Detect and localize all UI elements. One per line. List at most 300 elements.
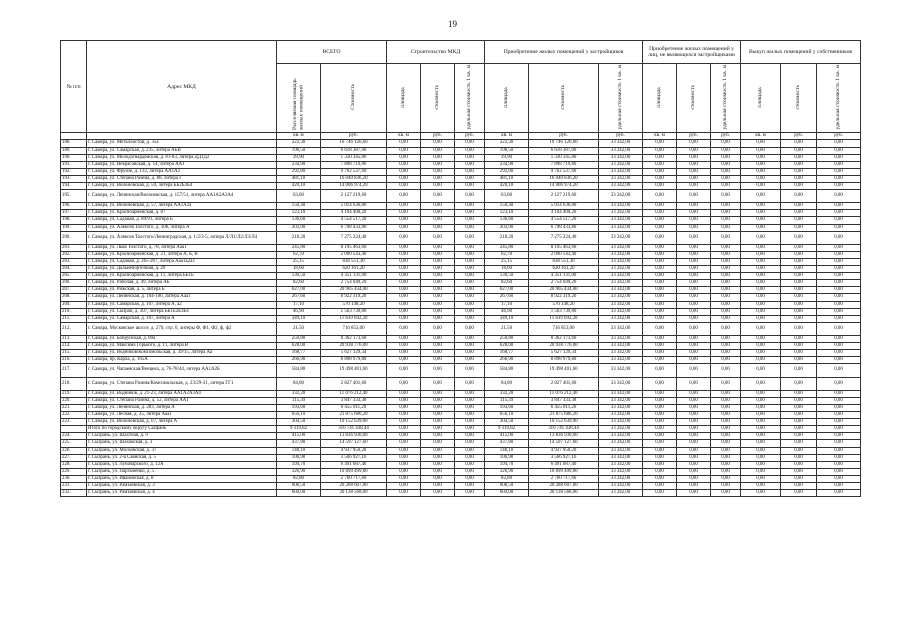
table-row bbox=[61, 475, 861, 482]
row-address: г. Самара, ул. Вилоновская, д. 59, литера ББ2Б3Б4 bbox=[87, 182, 277, 189]
row-value: 0,00 bbox=[711, 419, 741, 426]
row-value: 0,00 bbox=[741, 244, 781, 251]
table-row bbox=[61, 404, 861, 411]
row-value: 0,00 bbox=[455, 154, 485, 161]
row-value: 604,00 bbox=[277, 490, 321, 497]
row-value: 0,00 bbox=[643, 364, 677, 377]
table-row bbox=[61, 357, 861, 364]
row-value: 33 342,00 bbox=[599, 266, 643, 273]
row-value: 0,00 bbox=[643, 287, 677, 294]
row-value: 0,00 bbox=[643, 483, 677, 490]
row-value: 63,80 bbox=[277, 190, 321, 203]
header-area-g4-label: площадь bbox=[757, 86, 764, 108]
row-value: 0,00 bbox=[711, 168, 741, 175]
row-value: 0,00 bbox=[711, 483, 741, 490]
table-row bbox=[61, 259, 861, 266]
row-value: 0,00 bbox=[781, 322, 817, 335]
row-value: 0,00 bbox=[711, 357, 741, 364]
row-value: 2 760 717,60 bbox=[321, 475, 387, 482]
row-value: 0,00 bbox=[817, 266, 861, 273]
row-value: 0,00 bbox=[741, 490, 781, 497]
row-value: 33 342,00 bbox=[599, 231, 643, 244]
row-value: 0,00 bbox=[711, 322, 741, 335]
row-value: 6 618 387,00 bbox=[529, 147, 599, 154]
row-value: 0,00 bbox=[387, 175, 421, 182]
row-value: 33 342,00 bbox=[599, 244, 643, 251]
row-address: г. Самара, ул. Алексея Толстого, д. 106, литера А bbox=[87, 224, 277, 231]
table-row bbox=[61, 315, 861, 322]
row-value: 62,70 bbox=[485, 251, 529, 258]
row-address: г. Самара, Московское шоссе, д. 270, стр. 6, литеры Ф, Ф1, Ф2, ф, ф2 bbox=[87, 322, 277, 335]
row-value: 0,00 bbox=[421, 259, 455, 266]
row-value: 33 342,00 bbox=[599, 357, 643, 364]
table-row bbox=[61, 322, 861, 335]
row-value: 0,00 bbox=[677, 468, 711, 475]
row-value: 0,00 bbox=[643, 147, 677, 154]
row-number: 226. bbox=[61, 447, 87, 454]
row-value: 16 040 836,20 bbox=[321, 175, 387, 182]
row-value: 0,00 bbox=[781, 294, 817, 301]
row-value: 0,00 bbox=[421, 308, 455, 315]
row-value: 0,00 bbox=[643, 336, 677, 343]
row-value: 0,00 bbox=[817, 251, 861, 258]
row-value: 33 342,00 bbox=[599, 350, 643, 357]
row-value: 627,00 bbox=[485, 287, 529, 294]
row-address: г. Самара, ул. Водников, д. 21-23, литера АА1А2А3А4 bbox=[87, 390, 277, 397]
row-value: 0,00 bbox=[817, 224, 861, 231]
row-number: 199. bbox=[61, 224, 87, 231]
row-value: 0,00 bbox=[781, 468, 817, 475]
header-unit-cost-g2 bbox=[599, 64, 643, 133]
row-value: 14 006 974,20 bbox=[321, 182, 387, 189]
row-value: 11 076 212,40 bbox=[529, 390, 599, 397]
row-value: 332,20 bbox=[485, 390, 529, 397]
row-value: 0,00 bbox=[643, 433, 677, 440]
row-value: 0,00 bbox=[455, 273, 485, 280]
row-value: 0,00 bbox=[741, 190, 781, 203]
row-value: 608,50 bbox=[485, 483, 529, 490]
header-cost-g4 bbox=[781, 64, 817, 133]
row-value: 150,40 bbox=[277, 203, 321, 210]
row-value: 0,00 bbox=[817, 203, 861, 210]
row-value: 9 762 537,60 bbox=[321, 168, 387, 175]
row-value: 0,00 bbox=[677, 454, 711, 461]
row-number: 188. bbox=[61, 140, 87, 147]
row-value: 326,90 bbox=[277, 468, 321, 475]
row-address: г. Сызрань, ул. 2-я Саянская, д. 5 bbox=[87, 454, 277, 461]
row-value: 0,00 bbox=[421, 273, 455, 280]
row-value: 0,00 bbox=[781, 412, 817, 419]
row-value: 4 351 131,00 bbox=[529, 273, 599, 280]
row-value: 0,00 bbox=[643, 182, 677, 189]
row-value: 0,00 bbox=[741, 419, 781, 426]
row-value: 0,00 bbox=[817, 231, 861, 244]
row-value: 0,00 bbox=[387, 259, 421, 266]
row-value: 0,00 bbox=[677, 273, 711, 280]
row-value: 0,00 bbox=[741, 447, 781, 454]
row-value: 0,00 bbox=[643, 308, 677, 315]
row-value: 0,00 bbox=[781, 454, 817, 461]
row-value: 0,00 bbox=[817, 433, 861, 440]
row-value: 0,00 bbox=[643, 190, 677, 203]
row-value: 0,00 bbox=[677, 161, 711, 168]
row-value: 0,00 bbox=[421, 224, 455, 231]
row-value: 349,10 bbox=[485, 315, 529, 322]
row-value: 0,00 bbox=[741, 404, 781, 411]
row-value: 0,00 bbox=[421, 190, 455, 203]
row-value: 437,80 bbox=[485, 440, 529, 447]
row-value: 0,00 bbox=[677, 397, 711, 404]
row-value: 0,00 bbox=[421, 468, 455, 475]
row-value: 0,00 bbox=[421, 203, 455, 210]
row-value: 0,00 bbox=[421, 244, 455, 251]
row-value: 0,00 bbox=[781, 203, 817, 210]
row-value: 0,00 bbox=[741, 322, 781, 335]
row-value: 437,80 bbox=[277, 440, 321, 447]
unit-label: руб. bbox=[529, 133, 599, 140]
row-value: 33 342,00 bbox=[599, 294, 643, 301]
row-value: 0,00 bbox=[387, 294, 421, 301]
row-value: 838 551,30 bbox=[529, 259, 599, 266]
row-address: Итого по городскому округу Сызрань bbox=[87, 426, 277, 433]
row-value: 0,00 bbox=[677, 404, 711, 411]
row-value: 0,00 bbox=[387, 217, 421, 224]
row-value: 3 847 333,38 bbox=[529, 397, 599, 404]
table-row bbox=[61, 147, 861, 154]
row-value: 0,00 bbox=[711, 224, 741, 231]
row-value: 0,00 bbox=[387, 322, 421, 335]
row-value: 0,00 bbox=[421, 357, 455, 364]
row-value: 123,10 bbox=[485, 210, 529, 217]
page-number: 19 bbox=[448, 19, 457, 29]
row-value: 0,00 bbox=[387, 364, 421, 377]
row-value: 0,00 bbox=[643, 154, 677, 161]
row-value: 0,00 bbox=[741, 426, 781, 433]
row-value: 21,50 bbox=[277, 322, 321, 335]
row-value: 0,00 bbox=[781, 259, 817, 266]
row-value: 2 760 717,60 bbox=[529, 475, 599, 482]
row-value: 25,15 bbox=[485, 259, 529, 266]
row-value: 349,10 bbox=[277, 315, 321, 322]
table-row bbox=[61, 454, 861, 461]
row-value: 0,00 bbox=[677, 280, 711, 287]
row-value: 0,00 bbox=[711, 231, 741, 244]
row-value: 0,00 bbox=[643, 390, 677, 397]
row-value: 16 040 836,20 bbox=[529, 175, 599, 182]
row-value: 3 566 927,16 bbox=[321, 454, 387, 461]
row-address: г. Самара, ул. Фрунзе, д. 133, литера АА1А2 bbox=[87, 168, 277, 175]
header-cost-g4-label: стоимость bbox=[795, 84, 802, 110]
row-value: 0,00 bbox=[677, 259, 711, 266]
row-number: 192. bbox=[61, 168, 87, 175]
row-value: 198,50 bbox=[277, 147, 321, 154]
row-value: 0,00 bbox=[421, 377, 455, 390]
unit-label: кв. м bbox=[741, 133, 781, 140]
row-value: 0,00 bbox=[677, 203, 711, 210]
row-value: 46,90 bbox=[485, 308, 529, 315]
row-value: 0,00 bbox=[711, 182, 741, 189]
row-value: 0,00 bbox=[817, 343, 861, 350]
row-value: 0,00 bbox=[387, 412, 421, 419]
row-value: 0,00 bbox=[387, 461, 421, 468]
row-value: 33 342,00 bbox=[599, 440, 643, 447]
row-value: 0,00 bbox=[387, 377, 421, 390]
table-row bbox=[61, 203, 861, 210]
table-row bbox=[61, 168, 861, 175]
table-row bbox=[61, 154, 861, 161]
row-value: 0,00 bbox=[741, 140, 781, 147]
row-value: 33 342,00 bbox=[599, 301, 643, 308]
row-number: 190. bbox=[61, 154, 87, 161]
row-value: 20 138 568,00 bbox=[529, 490, 599, 497]
row-value: 21,50 bbox=[485, 322, 529, 335]
row-value: 245,80 bbox=[485, 244, 529, 251]
row-value: 0,00 bbox=[677, 308, 711, 315]
row-value: 0,00 bbox=[421, 336, 455, 343]
row-value: 0,00 bbox=[677, 336, 711, 343]
row-value: 1 330 345,80 bbox=[321, 154, 387, 161]
row-value: 8 898 979,80 bbox=[321, 357, 387, 364]
row-value: 0,00 bbox=[741, 350, 781, 357]
row-value: 193,60 bbox=[485, 404, 529, 411]
row-value: 148,10 bbox=[485, 447, 529, 454]
row-value: 0,00 bbox=[677, 294, 711, 301]
row-value: 39,90 bbox=[277, 154, 321, 161]
row-value: 6 491 687,40 bbox=[321, 461, 387, 468]
row-value: 0,00 bbox=[711, 404, 741, 411]
row-value: 2 827 401,60 bbox=[321, 377, 387, 390]
row-value: 0,00 bbox=[421, 397, 455, 404]
header-area-g3-label: площадь bbox=[656, 86, 663, 108]
row-address: г. Самара, ул. Красноармейская, д. 11, литера ББ1Б bbox=[87, 273, 277, 280]
row-value: 2 127 219,60 bbox=[529, 190, 599, 203]
unit-label: руб. bbox=[421, 133, 455, 140]
row-number: 230. bbox=[61, 475, 87, 482]
row-value: 0,00 bbox=[421, 404, 455, 411]
row-value: 0,00 bbox=[643, 322, 677, 335]
row-value: 13 836 930,00 bbox=[321, 433, 387, 440]
row-value: 0,00 bbox=[711, 140, 741, 147]
row-value: 0,00 bbox=[817, 308, 861, 315]
row-value: 481,10 bbox=[485, 175, 529, 182]
row-value: 33 342,00 bbox=[599, 475, 643, 482]
row-value: 33 342,00 bbox=[599, 203, 643, 210]
header-unit-cost-g4 bbox=[817, 64, 861, 133]
row-value: 4 937 950,20 bbox=[529, 447, 599, 454]
row-value: 0,00 bbox=[741, 210, 781, 217]
row-value: 0,00 bbox=[741, 308, 781, 315]
header-unit-cost-g3 bbox=[711, 64, 741, 133]
row-value: 0,00 bbox=[741, 259, 781, 266]
row-value: 234,90 bbox=[277, 161, 321, 168]
row-value: 0,00 bbox=[677, 244, 711, 251]
row-value: 0,00 bbox=[455, 454, 485, 461]
row-value: 9 319,82 bbox=[485, 426, 529, 433]
table-row bbox=[61, 140, 861, 147]
row-value: 33 342,00 bbox=[599, 468, 643, 475]
row-value: 0,00 bbox=[455, 350, 485, 357]
row-value: 0,00 bbox=[421, 490, 455, 497]
row-value: 0,00 bbox=[817, 404, 861, 411]
row-value: 0,00 bbox=[741, 315, 781, 322]
row-number: 227. bbox=[61, 454, 87, 461]
table-row bbox=[61, 419, 861, 426]
row-value: 0,00 bbox=[421, 280, 455, 287]
row-value: 0,00 bbox=[677, 315, 711, 322]
row-value: 0,00 bbox=[387, 154, 421, 161]
row-value: 33 342,00 bbox=[599, 390, 643, 397]
row-value: 0,00 bbox=[455, 308, 485, 315]
row-value: 0,00 bbox=[643, 475, 677, 482]
row-value: 0,00 bbox=[643, 440, 677, 447]
table-row bbox=[61, 244, 861, 251]
row-value: 10 152 639,00 bbox=[529, 419, 599, 426]
row-value: 0,00 bbox=[455, 440, 485, 447]
row-value: 25,15 bbox=[277, 259, 321, 266]
row-value: 0,00 bbox=[677, 251, 711, 258]
row-value: 0,00 bbox=[643, 224, 677, 231]
row-value: 33 342,00 bbox=[599, 454, 643, 461]
row-value: 0,00 bbox=[817, 377, 861, 390]
row-value: 0,00 bbox=[711, 308, 741, 315]
row-value: 0,00 bbox=[643, 210, 677, 217]
row-value: 0,00 bbox=[421, 168, 455, 175]
row-value: 0,00 bbox=[677, 350, 711, 357]
row-value: 136,60 bbox=[485, 217, 529, 224]
row-number: 221. bbox=[61, 404, 87, 411]
row-value: 0,00 bbox=[455, 404, 485, 411]
row-value: 0,00 bbox=[387, 475, 421, 482]
row-value: 0,00 bbox=[421, 461, 455, 468]
row-value: 0,00 bbox=[781, 224, 817, 231]
row-value: 0,00 bbox=[387, 273, 421, 280]
row-value: 0,00 bbox=[711, 217, 741, 224]
row-value: 0,00 bbox=[677, 147, 711, 154]
row-value: 0,00 bbox=[455, 210, 485, 217]
row-value: 84,80 bbox=[485, 377, 529, 390]
row-address: г. Самара, ул. Некрасовская, д. 14, литера АА1 bbox=[87, 161, 277, 168]
row-value: 5 627 129,34 bbox=[321, 350, 387, 357]
row-address: г. Самара, ул. Сызран, д. 307, литера ББ1Б2Б3Б4 bbox=[87, 308, 277, 315]
row-value: 0,00 bbox=[677, 475, 711, 482]
row-value: 0,00 bbox=[421, 161, 455, 168]
table-row bbox=[61, 294, 861, 301]
row-value: 0,00 bbox=[817, 390, 861, 397]
table-row bbox=[61, 440, 861, 447]
row-value: 0,00 bbox=[781, 350, 817, 357]
row-value: 33 342,00 bbox=[599, 140, 643, 147]
row-value: 0,00 bbox=[711, 377, 741, 390]
row-value: 0,00 bbox=[421, 390, 455, 397]
unit-label: руб. bbox=[711, 133, 741, 140]
row-value: 0,00 bbox=[387, 224, 421, 231]
row-value: 0,00 bbox=[387, 397, 421, 404]
row-value: 0,00 bbox=[711, 350, 741, 357]
row-value: 0,00 bbox=[387, 244, 421, 251]
row-value: 0,00 bbox=[643, 140, 677, 147]
row-value: 168,77 bbox=[277, 350, 321, 357]
row-value: 0,00 bbox=[817, 244, 861, 251]
row-value: 0,00 bbox=[677, 447, 711, 454]
row-address: г. Сызрань, ул. Рамзаевская, д. 4 bbox=[87, 490, 277, 497]
row-value: 33 342,00 bbox=[599, 287, 643, 294]
row-value: 0,00 bbox=[781, 251, 817, 258]
row-value: 33 342,00 bbox=[599, 175, 643, 182]
row-value: 0,00 bbox=[817, 447, 861, 454]
row-value: 0,00 bbox=[455, 217, 485, 224]
row-value: 0,00 bbox=[455, 203, 485, 210]
row-value: 0,00 bbox=[387, 426, 421, 433]
row-number: 210. bbox=[61, 308, 87, 315]
row-value: 0,00 bbox=[455, 433, 485, 440]
row-value: 10 152 639,00 bbox=[321, 419, 387, 426]
row-value: 10 746 126,60 bbox=[529, 140, 599, 147]
row-value: 0,00 bbox=[817, 259, 861, 266]
row-value: 0,00 bbox=[677, 154, 711, 161]
row-address: г. Самара, ул. Садовая, д. 89/91, литера Б bbox=[87, 217, 277, 224]
row-value: 0,00 bbox=[455, 426, 485, 433]
row-value: 82,60 bbox=[277, 280, 321, 287]
unit-label: кв. м bbox=[277, 133, 321, 140]
row-value: 0,00 bbox=[677, 343, 711, 350]
housing-table bbox=[60, 40, 861, 497]
row-value: 0,00 bbox=[421, 251, 455, 258]
table-row bbox=[61, 217, 861, 224]
row-value: 0,00 bbox=[455, 390, 485, 397]
table-row bbox=[61, 350, 861, 357]
row-value: 0,00 bbox=[741, 266, 781, 273]
row-value: 0,00 bbox=[817, 287, 861, 294]
row-value: 0,00 bbox=[421, 294, 455, 301]
row-value: 0,00 bbox=[643, 217, 677, 224]
row-value: 0,00 bbox=[781, 231, 817, 244]
row-value: 0,00 bbox=[387, 390, 421, 397]
row-value: 0,00 bbox=[643, 301, 677, 308]
row-number: 197. bbox=[61, 210, 87, 217]
row-value: 33 342,00 bbox=[599, 154, 643, 161]
row-value: 267,60 bbox=[485, 294, 529, 301]
row-value: 2 090 543,40 bbox=[529, 251, 599, 258]
row-value: 0,00 bbox=[711, 161, 741, 168]
table-row bbox=[61, 280, 861, 287]
row-value: 0,00 bbox=[817, 161, 861, 168]
row-value: 0,00 bbox=[741, 168, 781, 175]
row-value: 7 898 719,80 bbox=[321, 161, 387, 168]
row-value: 0,00 bbox=[817, 168, 861, 175]
row-value: 0,00 bbox=[817, 273, 861, 280]
row-value: 0,00 bbox=[643, 419, 677, 426]
row-address: г. Самара, ул. Рижская, д. 5, литера Б bbox=[87, 287, 277, 294]
row-value: 5 014 636,80 bbox=[529, 203, 599, 210]
row-value: 1 563 739,80 bbox=[321, 308, 387, 315]
row-value: 0,00 bbox=[817, 397, 861, 404]
row-value: 33 342,00 bbox=[599, 161, 643, 168]
row-value: 0,00 bbox=[387, 440, 421, 447]
row-value: 570 148,20 bbox=[529, 301, 599, 308]
row-value: 218,20 bbox=[277, 231, 321, 244]
row-value: 106,98 bbox=[485, 454, 529, 461]
row-value: 0,00 bbox=[781, 190, 817, 203]
row-value: 0,00 bbox=[455, 168, 485, 175]
row-value: 0,00 bbox=[741, 475, 781, 482]
row-number: 196. bbox=[61, 203, 87, 210]
row-value: 0,00 bbox=[421, 440, 455, 447]
row-value: 0,00 bbox=[817, 350, 861, 357]
row-value: 0,00 bbox=[711, 294, 741, 301]
row-address: г. Самара, ул. Степана Разина, д. 88, литера Г bbox=[87, 175, 277, 182]
row-value: 17,10 bbox=[485, 301, 529, 308]
row-value: 0,00 bbox=[781, 154, 817, 161]
